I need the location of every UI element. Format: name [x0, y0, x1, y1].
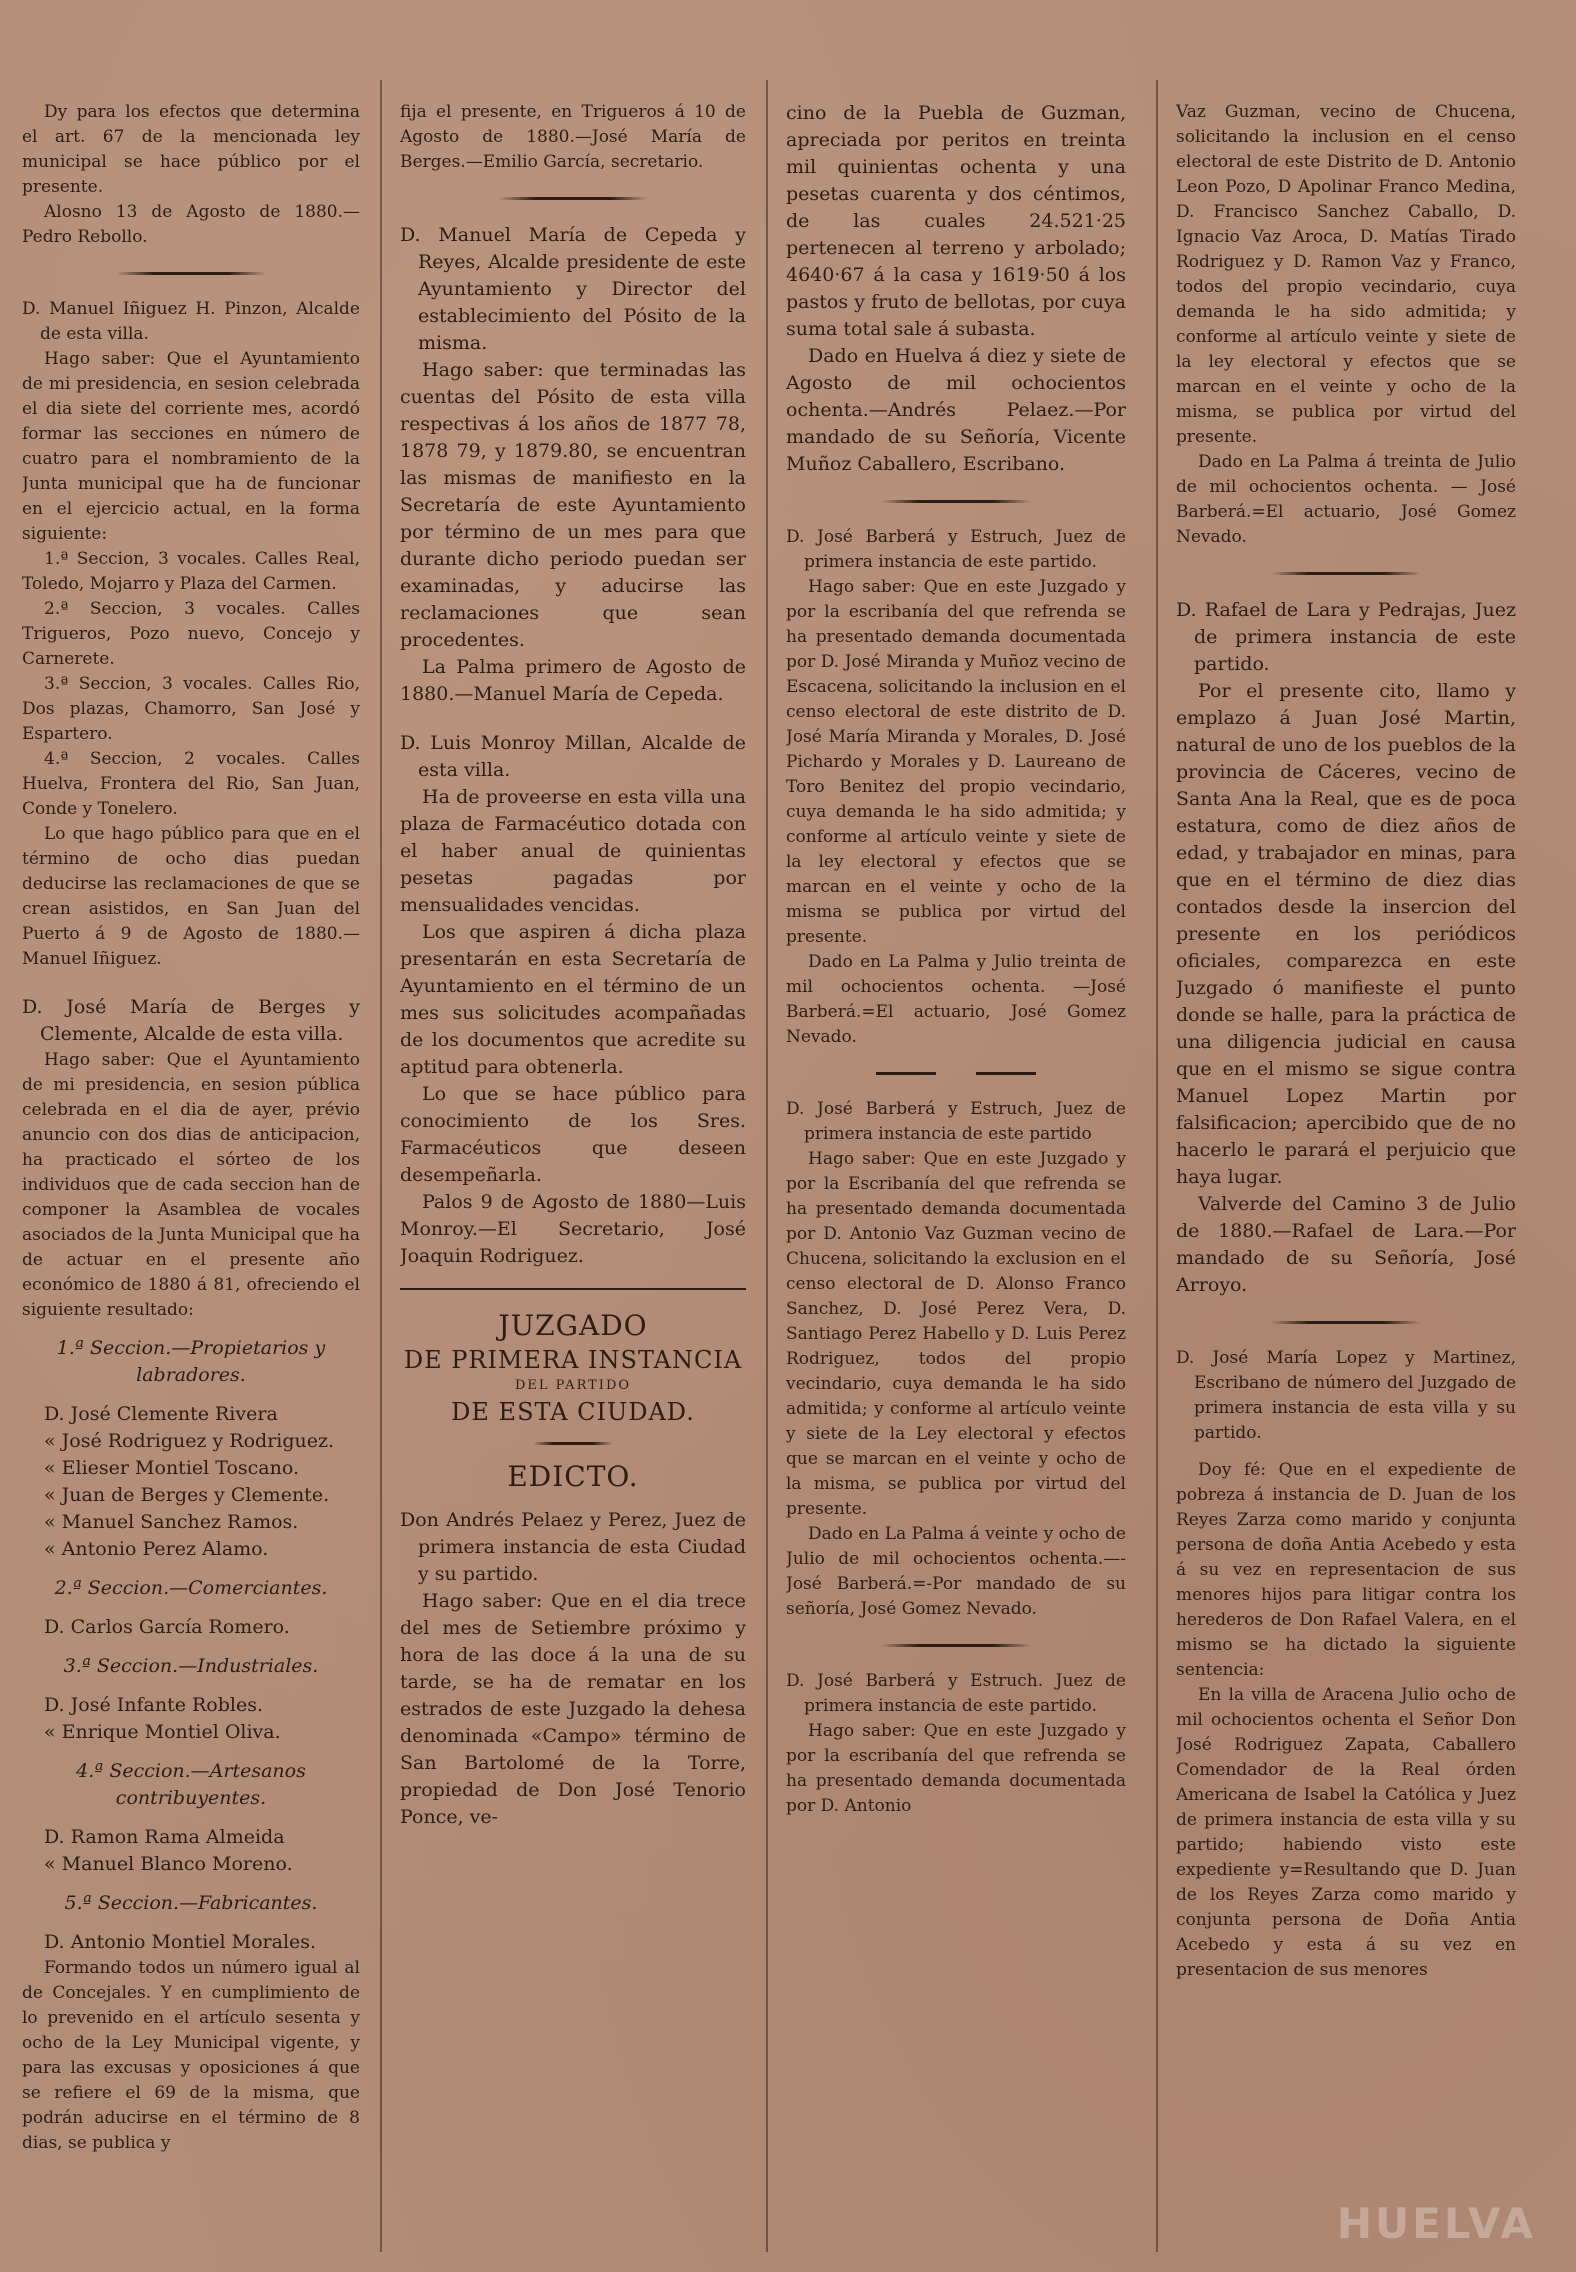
section-list-item: 4.ª Seccion, 2 vocales. Calles Huelva, Frontera del Rio, San Juan, Conde y Tonelero. — [22, 749, 360, 819]
column-3 — [786, 100, 1126, 2242]
notice-pelaez-body: Hago saber: Que en el dia trece del mes de Setiembre próximo y hora de las doce á la una de su tarde, se ha de rematar en los estrados de este Juzgado la dehesa denominada «Campo» término de San Bartolomé de la Torre, propiedad de Don José Tenorio Ponce, ve- — [400, 1590, 746, 1828]
notice-lopez-heading: D. José María Lopez y Martinez, Escribano de número del Juzgado de primera instancia de esta villa y su partido. — [1176, 1348, 1516, 1443]
section-rule — [400, 1288, 746, 1290]
list-item: « José Rodriguez y Rodriguez. — [44, 1430, 335, 1452]
juzgado-subtitle: DE ESTA CIUDAD. — [451, 1398, 695, 1426]
notice-barbera-signature: Dado en La Palma y Julio treinta de mil ochocientos ochenta. —José Barberá.=El actuario, José Gomez Nevado. — [786, 952, 1126, 1047]
notice-pelaez-continued: cino de la Puebla de Guzman, apreciada por peritos en treinta mil quinientas ochenta y una pesetas cuarenta y dos céntimos, de las cuales 24.521·25 pertenecen al terreno y arbolado; 4640·67 á la casa y 1619·50 á los pastos y fruto de bellotas, por cuya suma total sale á subasta. — [786, 102, 1126, 340]
juzgado-subtitle-small: DEL PARTIDO — [514, 1378, 632, 1393]
notice-monroy-body: Ha de proveerse en esta villa una plaza de Farmacéutico dotada con el haber anual de quinientas pesetas pagadas por mensualidades vencidas. — [400, 786, 746, 916]
notice-alosno-signature: Alosno 13 de Agosto de 1880.—Pedro Rebollo. — [22, 202, 360, 247]
separator — [881, 1644, 1031, 1647]
notice-vaz-continued: Vaz Guzman, vecino de Chucena, solicitando la inclusion en el censo electoral de este Distrito de D. Antonio Leon Pozo, D Apolinar Franco Medina, D. Francisco Sanchez Caballo, D. Ignacio Vaz Aroca, D. Matías Tirado Rodriguez y D. Ramon Vaz y Franco, todos del propio vecindario, cuya demanda le ha sido admitida; y conforme al artículo veinte y siete de la ley electoral y efectos que se marcan en el veinte y ocho de la misma, se publica por virtud del presente. — [1176, 102, 1516, 447]
separator — [498, 197, 648, 200]
list-item: « Antonio Perez Alamo. — [44, 1538, 269, 1560]
section-heading: 4.ª Seccion.—Artesanos contribuyentes. — [76, 1760, 306, 1809]
list-item: « Manuel Blanco Moreno. — [44, 1853, 293, 1875]
notice-pinzon-body: Hago saber: Que el Ayuntamiento de mi presidencia, en sesion celebrada el dia siete del corriente mes, acordó formar las secciones en número de cuatro para el nombramiento de la Junta municipal que ha de funcionar en el ejercicio actual, en la forma siguiente: — [22, 349, 360, 544]
list-item: « Enrique Montiel Oliva. — [44, 1721, 281, 1743]
notice-barbera-body: Hago saber: Que en este Juzgado y por la escribanía del que refrenda se ha presentado demanda documentada por D. Antonio — [786, 1721, 1126, 1816]
list-item: D. José Clemente Rivera — [44, 1403, 278, 1425]
notice-berges-heading: D. José María de Berges y Clemente, Alcalde de esta villa. — [22, 996, 360, 1045]
separator — [1271, 572, 1421, 575]
list-item: D. Antonio Montiel Morales. — [44, 1931, 317, 1953]
list-item: « Elieser Montiel Toscano. — [44, 1457, 299, 1479]
notice-barbera-body: Hago saber: Que en este Juzgado y por la Escribanía del que refrenda se ha presentado demanda documentada por D. Antonio Vaz Guzman vecino de Chucena, solicitando la exclusion en el censo electoral de D. Alonso Franco Sanchez, D. José Perez Vera, D. Santiago Perez Habello y D. Luis Perez Rodriguez, todos del propio vecindario, cuya demanda le ha sido admitida; y conforme al artículo veinte y siete de la Ley electoral y efectos que se marcan en el veinte y ocho de la misma, se publica por virtud del presente. — [786, 1149, 1126, 1519]
separator — [881, 500, 1031, 503]
section-heading: 1.ª Seccion.—Propietarios y labradores. — [56, 1337, 326, 1386]
column-rule — [1156, 80, 1158, 2252]
notice-barbera-body: Hago saber: Que en este Juzgado y por la escribanía del que refrenda se ha presentado demanda documentada por D. José Miranda y Muñoz vecino de Escacena, solicitando la inclusion en el censo electoral de este distrito de D. José María Miranda y Morales, D. José Pichardo y Morales y D. Laureano de Toro Benitez del propio vecindario, cuya demanda le ha sido admitida; y conforme al artículo veinte y siete de la ley electoral y efectos que se marcan en el veinte y ocho de la misma se publica por virtud del presente. — [786, 577, 1126, 947]
separator — [116, 272, 266, 275]
list-item: « Juan de Berges y Clemente. — [44, 1484, 330, 1506]
edicto-title: EDICTO. — [507, 1460, 639, 1493]
notice-cepeda-signature: La Palma primero de Agosto de 1880.—Manuel María de Cepeda. — [400, 656, 746, 705]
section-heading: 5.ª Seccion.—Fabricantes. — [64, 1892, 318, 1914]
list-item: D. Ramon Rama Almeida — [44, 1826, 285, 1848]
notice-monroy-body: Los que aspiren á dicha plaza presentarán en esta Secretaría de Ayuntamiento en el término de un mes sus solicitudes acompañadas de los documentos que acredite su aptitud para obtenerla. — [400, 921, 746, 1078]
section-list-item: 3.ª Seccion, 3 vocales. Calles Rio, Dos plazas, Chamorro, San José y Espartero. — [22, 674, 360, 744]
notice-lopez-body: Doy fé: Que en el expediente de pobreza á instancia de D. Juan de los Reyes Zarza como marido y conjunta persona de doña Antia Acebedo y esta á su vez en representacion de sus menores hijos para litigar contra los herederos de Don Rafael Valera, en el mismo se ha dictado la siguiente sentencia: — [1176, 1460, 1516, 1680]
notice-berges-body: Hago saber: Que el Ayuntamiento de mi presidencia, en sesion pública celebrada en el dia de ayer, prévio anuncio con dos dias de anticipacion, ha practicado el sórteo de los individuos que de cada seccion han de componer la Asamblea de vocales asociados de la Junta Municipal que ha de actuar en el presente año económico de 1880 á 81, ofreciendo el siguiente resultado: — [22, 1050, 360, 1320]
notice-monroy-heading: D. Luis Monroy Millan, Alcalde de esta villa. — [400, 732, 746, 781]
notice-pinzon-closing: Lo que hago público para que en el término de ocho dias puedan deducirse las reclamaciones de que se crean asistidos, en San Juan del Puerto á 9 de Agosto de 1880.—Manuel Iñiguez. — [22, 824, 360, 969]
list-item: D. Carlos García Romero. — [44, 1616, 290, 1638]
notice-pelaez-heading: Don Andrés Pelaez y Perez, Juez de primera instancia de esta Ciudad y su partido. — [400, 1509, 746, 1585]
notice-barbera-heading: D. José Barberá y Estruch, Juez de primera instancia de este partido — [786, 1099, 1126, 1144]
notice-vaz-signature: Dado en La Palma á treinta de Julio de mil ochocientos ochenta. — José Barberá.=El actuario, José Gomez Nevado. — [1176, 452, 1516, 547]
list-item: D. José Infante Robles. — [44, 1694, 264, 1716]
separator — [533, 1442, 613, 1445]
column-rule — [380, 80, 382, 2252]
notice-barbera-heading: D. José Barberá y Estruch. Juez de primera instancia de este partido. — [786, 1671, 1126, 1716]
separator — [1271, 1321, 1421, 1324]
notice-pinzon-heading: D. Manuel Iñiguez H. Pinzon, Alcalde de esta villa. — [22, 299, 360, 344]
notice-lara-body: Por el presente cito, llamo y emplazo á Juan José Martin, natural de uno de los pueblos de la provincia de Cáceres, vecino de Santa Ana la Real, que es de poca estatura, como de diez años de edad, y trabajador en minas, para que en el término de diez dias contados desde la insercion del presente en los periódicos oficiales, comparezca en este Juzgado ó manifieste el punto donde se halle, para la práctica de una diligencia judicial en causa que en el mismo se sigue contra Manuel Lopez Martin por falsificacion; apercibido que de no hacerlo le parará el perjuicio que haya lugar. — [1176, 680, 1516, 1188]
notice-monroy-body: Lo que se hace público para conocimiento de los Sres. Farmacéuticos que deseen desempeñarla. — [400, 1083, 746, 1186]
notice-berges-closing: Formando todos un número igual al de Concejales. Y en cumplimiento de lo prevenido en el artículo sesenta y ocho de la Ley Municipal vigente, y para las excusas y oposiciones á que se refiere el 69 de la misma, que podrán aducirse en el término de 8 dias, se publica y — [22, 1958, 360, 2153]
notice-pelaez-signature: Dado en Huelva á diez y siete de Agosto de mil ochocientos ochenta.—Andrés Pelaez.—Por mandado de su Señoría, Vicente Muñoz Caballero, Escribano. — [786, 345, 1126, 475]
column-2 — [400, 100, 746, 2242]
column-4 — [1176, 100, 1516, 2242]
section-heading: 3.ª Seccion.—Industriales. — [63, 1655, 319, 1677]
notice-alosno-text: Dy para los efectos que determina el art. 67 de la mencionada ley municipal se hace público por el presente. — [22, 102, 360, 197]
column-1 — [22, 100, 360, 2242]
notice-monroy-signature: Palos 9 de Agosto de 1880—Luis Monroy.—El Secretario, José Joaquin Rodriguez. — [400, 1191, 746, 1267]
separator — [876, 1072, 1036, 1075]
juzgado-subtitle: DE PRIMERA INSTANCIA — [403, 1346, 743, 1374]
notice-lara-heading: D. Rafael de Lara y Pedrajas, Juez de primera instancia de este partido. — [1176, 599, 1516, 675]
notice-cepeda-heading: D. Manuel María de Cepeda y Reyes, Alcalde presidente de este Ayuntamiento y Director del establecimiento del Pósito de la misma. — [400, 224, 746, 354]
notice-cepeda-body: Hago saber: que terminadas las cuentas del Pósito de esta villa respectivas á los años de 1877 78, 1878 79, y 1879.80, se encuentran las mismas de manifiesto en la Secretaría de este Ayuntamiento por término de un mes para que durante dicho periodo puedan ser examinadas, y aducirse las reclamaciones que sean procedentes. — [400, 359, 746, 651]
huelva-watermark: HUELVA — [1336, 2199, 1536, 2248]
notice-barbera-signature: Dado en La Palma á veinte y ocho de Julio de mil ochocientos ochenta.—-José Barberá.=-Por mandado de su señoría, José Gomez Nevado. — [786, 1524, 1126, 1619]
notice-lopez-body: En la villa de Aracena Julio ocho de mil ochocientos ochenta el Señor Don José Rodriguez Zapata, Caballero Comendador de la Real órden Americana de Isabel la Católica y Juez de primera instancia de esta villa y su partido; habiendo visto este expediente y=Resultando que D. Juan de los Reyes Zarza como marido y conjunta persona de Doña Antia Acebedo y esta á su vez en presentacion de sus menores — [1176, 1685, 1516, 1980]
notice-lara-signature: Valverde del Camino 3 de Julio de 1880.—Rafael de Lara.—Por mandado de su Señoría, José Arroyo. — [1176, 1193, 1516, 1296]
section-heading: 2.ª Seccion.—Comerciantes. — [54, 1577, 328, 1599]
section-list-item: 1.ª Seccion, 3 vocales. Calles Real, Toledo, Mojarro y Plaza del Carmen. — [22, 549, 360, 594]
column-rule — [766, 80, 768, 2252]
juzgado-title: JUZGADO — [498, 1309, 648, 1342]
list-item: « Manuel Sanchez Ramos. — [44, 1511, 299, 1533]
notice-trigueros-text: fija el presente, en Trigueros á 10 de Agosto de 1880.—José María de Berges.—Emilio García, secretario. — [400, 102, 746, 172]
section-list-item: 2.ª Seccion, 3 vocales. Calles Trigueros, Pozo nuevo, Concejo y Carnerete. — [22, 599, 360, 669]
notice-barbera-heading: D. José Barberá y Estruch, Juez de primera instancia de este partido. — [786, 527, 1126, 572]
